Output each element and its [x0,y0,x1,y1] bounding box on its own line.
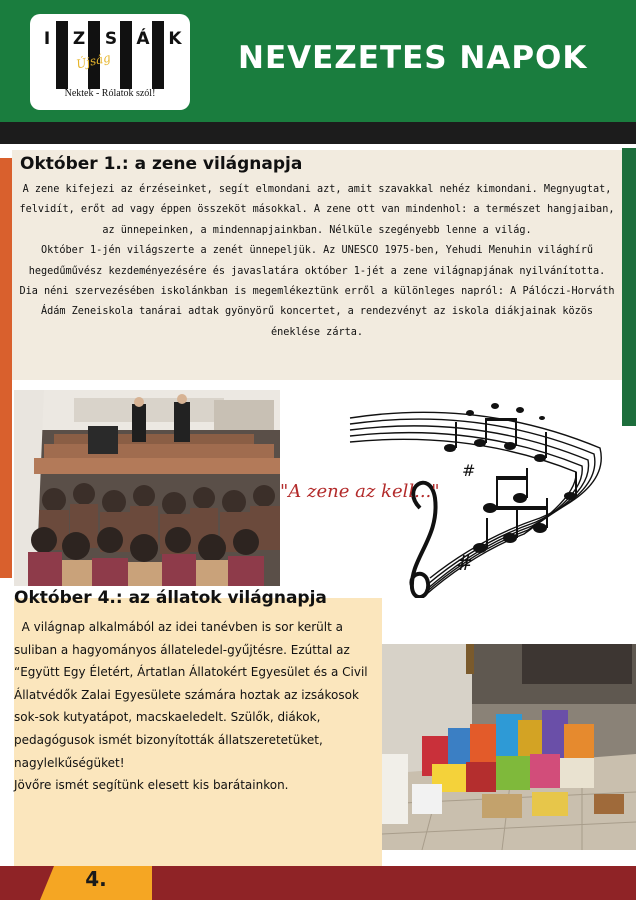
left-accent-bar [0,158,12,578]
magazine-logo [30,14,190,110]
music-day-paragraph: Dia néni szervezésében iskolánkban is megemlékeztünk erről a különleges napról: A Pálóczi-Horváth Ádám Zeneiskola tanárai adtak gyönyörű koncertet, a rendezvényt az iskola diákjainak közös éneklése zárta. [19,286,615,338]
logo-letter: K [166,19,184,81]
right-accent-bar [622,148,636,426]
logo-bar [152,21,164,89]
logo-tagline: Nektek - Rólatok szól! [64,88,156,99]
concert-photo [14,390,280,586]
logo-letter: Z [70,19,88,81]
page-title: NEVEZETES NAPOK [238,40,588,76]
concert-photo-image [14,390,280,586]
svg-text:#: # [456,551,473,575]
logo-letter: Á [134,19,152,81]
music-day-text [14,180,620,343]
header-divider [0,122,636,144]
donations-photo [382,644,636,850]
logo-letter: S [102,19,120,81]
music-day-title: Október 1.: a zene világnapja [20,154,303,174]
page-header [0,0,636,122]
animal-day-paragraph: Jövőre ismét segítünk elesett kis barátainkon. [14,778,289,793]
animal-day-title: Október 4.: az állatok világnapja [14,588,327,608]
animal-day-paragraph: A világnap alkalmából az idei tanévben is sor került a suliban a hagyományos állateledel-gyűjtésre. Ezúttal az “Együtt Egy Életért, Ártatlan Állatokért Egyesület és a Civil Állatvédők Zalai Egyesülete számára hoztak az izsákosok sok-sok kutyatápot, macskaeledelt. Szülők, diákok, pedagógusok ismét bizonyították állatszeretetüket, nagylelkűségüket! [14,620,372,770]
music-day-paragraph: Október 1-jén világszerte a zenét ünnepeljük. Az UNESCO 1975-ben, Yehudi Menuhin világhírű hegedűművész kezdeményezésére és javaslatára október 1-jét a zene világnapjának nyilvánította. [28,245,606,277]
logo-bar [120,21,132,89]
page-number: 4. [85,867,107,891]
svg-text:#: # [462,461,476,480]
donations-photo-image [382,644,636,850]
music-quote: "A zene az kell..." [280,481,440,502]
logo-bar [56,21,68,89]
music-day-paragraph: A zene kifejezi az érzéseinket, segít elmondani azt, amit szavakkal nehéz kimondani. Megnyugtat, felvidít, erőt ad vagy éppen összeköt másokkal. A zene ott van mindenhol: a természet hangjaiban, az ünnepeinken, a mindennapjainkban. Nélküle szegényebb lenne a világ. [19,184,615,236]
logo-subtitle: Újság [74,50,112,72]
logo-letter: I [38,19,56,81]
animal-day-text [14,616,382,797]
